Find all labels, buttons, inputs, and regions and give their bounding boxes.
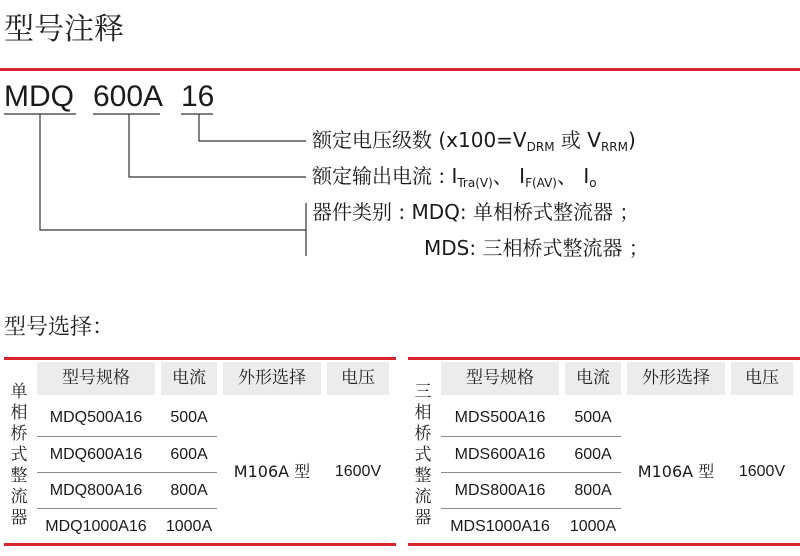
page-title: 型号注释 [4, 12, 124, 47]
table-cell-voltage: 1600V [334, 463, 382, 480]
table-cell-current: 600A [170, 446, 208, 463]
model-code-current: 600A [93, 80, 164, 113]
model-code-voltage: 16 [181, 80, 215, 113]
annotation-voltage: 额定电压级数 ($x100=V_{DRM}$ 或 $V_{RRM}$) [312, 128, 636, 154]
table-cell-current: 600A [574, 446, 612, 463]
table-header-package: 外形选择 [238, 368, 306, 388]
annotation-current: 额定输出电流 : $I_{Tra(V)}$、 $I_{F(AV)}$、 $I_o$ [312, 164, 597, 190]
table-cell-current: 500A [574, 409, 612, 426]
table-side-label: 单相桥式整流器 [10, 382, 28, 528]
table-header-model: 型号规格 [466, 368, 534, 388]
table-bottom-rule [408, 543, 800, 546]
table-top-rule [408, 357, 800, 360]
table-side-label: 三相桥式整流器 [414, 382, 432, 528]
table-header-current: 电流 [576, 368, 610, 388]
table-cell-current: 800A [574, 482, 612, 499]
connector-current [129, 114, 306, 177]
table-cell-current: 800A [170, 482, 208, 499]
table-bottom-rule [4, 543, 396, 546]
table-header-package: 外形选择 [642, 368, 710, 388]
table-header-model: 型号规格 [62, 368, 130, 388]
table-top-rule [4, 357, 396, 360]
table-cell-model: MDQ600A16 [49, 446, 143, 463]
table-cell-model: MDS600A16 [454, 446, 546, 463]
table-cell-model: MDS1000A16 [450, 518, 550, 535]
table-cell-model: MDS500A16 [454, 409, 546, 426]
table-header-voltage: 电压 [341, 368, 375, 388]
table-cell-model: MDQ800A16 [49, 482, 143, 499]
connector-voltage [199, 114, 306, 141]
table-cell-model: MDS800A16 [454, 482, 546, 499]
table-cell-package: M106A 型 [233, 462, 311, 481]
table-cell-current: 1000A [165, 518, 213, 535]
table-cell-current: 1000A [569, 518, 617, 535]
table-cell-current: 500A [170, 409, 208, 426]
table-cell-model: MDQ1000A16 [45, 518, 147, 535]
annotation-type-mdq: 器件类别 : MDQ: 单相桥式整流器 ； [312, 200, 640, 224]
table-cell-voltage: 1600V [738, 463, 786, 480]
table-header-current: 电流 [172, 368, 206, 388]
table-cell-model: MDQ500A16 [49, 409, 143, 426]
annotation-type-mds: MDS: 三相桥式整流器 ； [424, 236, 649, 260]
connector-type [40, 114, 306, 230]
section-title: 型号选择： [4, 315, 115, 340]
table-cell-package: M106A 型 [637, 462, 715, 481]
table-header-voltage: 电压 [745, 368, 779, 388]
model-code-series: MDQ [4, 80, 74, 113]
